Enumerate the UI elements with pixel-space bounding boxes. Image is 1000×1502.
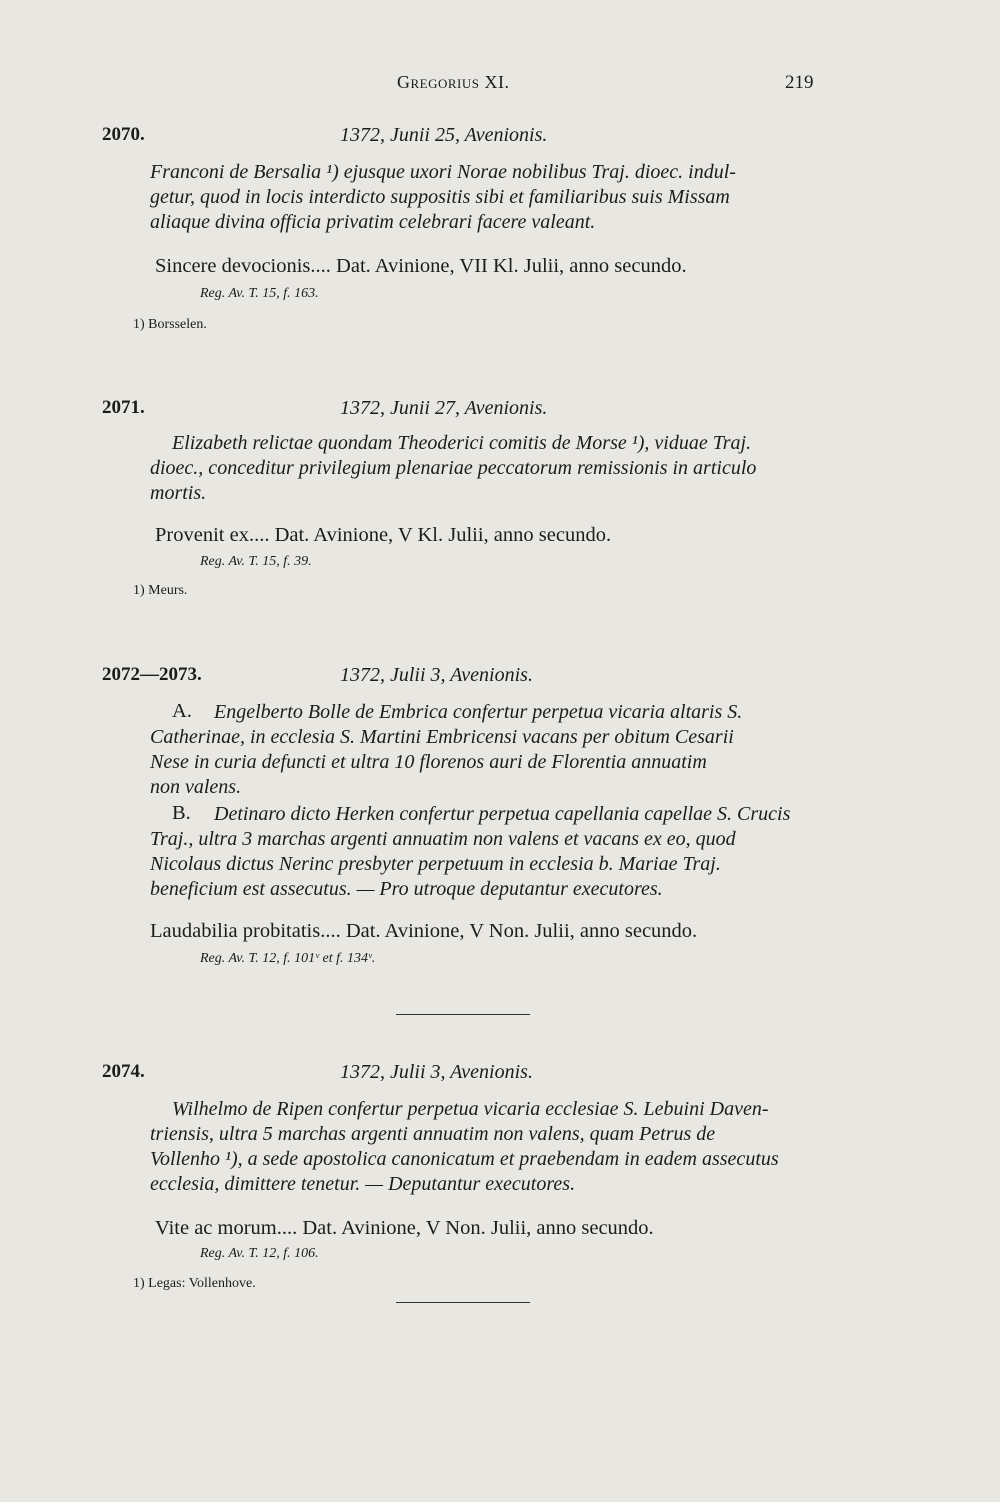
entry-text-line: beneficium est assecutus. — Pro utroque deputantur executores. xyxy=(150,878,663,900)
register-reference-text: Reg. Av. T. 15, f. 39. xyxy=(200,554,312,569)
entry-date: 1372, Julii 3, Avenionis. xyxy=(340,664,533,686)
entry-number: 2071. xyxy=(102,397,145,418)
register-reference xyxy=(200,1246,319,1262)
footnote: 1) Borsselen. xyxy=(133,317,207,332)
entry-incipit: Laudabilia probitatis.... Dat. Avinione, V Non. Julii, anno secundo. xyxy=(150,920,698,942)
register-reference-text: Reg. Av. T. 12, f. 106. xyxy=(200,1246,319,1261)
entry-number: 2074. xyxy=(102,1061,145,1082)
entry-date: 1372, Julii 3, Avenionis. xyxy=(340,1061,533,1083)
register-reference-text: Reg. Av. T. 12, f. 101ᵛ et f. 134ᵛ. xyxy=(200,951,376,966)
entry-text-line: non valens. xyxy=(150,776,242,798)
entry-text-line: Nese in curia defuncti et ultra 10 florenos auri de Florentia annuatim xyxy=(150,751,707,773)
entry-text-line: Traj., ultra 3 marchas argenti annuatim non valens et vacans ex eo, quod xyxy=(150,828,736,850)
part-a-label: A. xyxy=(172,700,192,722)
register-reference xyxy=(200,554,312,570)
entry-text-line: Engelberto Bolle de Embrica confertur perpetua vicaria altaris S. xyxy=(214,701,743,723)
page-number: 219 xyxy=(785,72,814,93)
entry-text-line: Vollenho ¹), a sede apostolica canonicatum et praebendam in eadem assecutus xyxy=(150,1148,779,1170)
entry-text-line: Wilhelmo de Ripen confertur perpetua vicaria ecclesiae S. Lebuini Daven- xyxy=(172,1098,769,1120)
entry-incipit: Sincere devocionis.... Dat. Avinione, VII Kl. Julii, anno secundo. xyxy=(155,255,687,277)
register-reference xyxy=(200,286,319,302)
footnote: 1) Meurs. xyxy=(133,583,188,598)
register-reference-text: Reg. Av. T. 15, f. 163. xyxy=(200,286,319,301)
entry-text-line: mortis. xyxy=(150,482,207,504)
entry-date: 1372, Junii 25, Avenionis. xyxy=(340,124,548,146)
section-divider xyxy=(396,1014,530,1015)
entry-text-line: aliaque divina officia privatim celebrari facere valeant. xyxy=(150,211,596,233)
entry-date: 1372, Junii 27, Avenionis. xyxy=(340,397,548,419)
section-divider xyxy=(396,1302,530,1303)
part-b-label: B. xyxy=(172,802,191,824)
entry-text-line: Elizabeth relictae quondam Theoderici comitis de Morse ¹), viduae Traj. xyxy=(172,432,752,454)
entry-number: 2072—2073. xyxy=(102,664,202,685)
entry-number: 2070. xyxy=(102,124,145,145)
entry-text-line: getur, quod in locis interdicto suppositis sibi et familiaribus suis Missam xyxy=(150,186,730,208)
entry-text-line: Detinaro dicto Herken confertur perpetua capellania capellae S. Crucis xyxy=(214,803,791,825)
entry-incipit: Provenit ex.... Dat. Avinione, V Kl. Julii, anno secundo. xyxy=(155,524,612,546)
entry-text-line: Catherinae, in ecclesia S. Martini Embricensi vacans per obitum Cesarii xyxy=(150,726,734,748)
entry-incipit: Vite ac morum.... Dat. Avinione, V Non. Julii, anno secundo. xyxy=(155,1217,654,1239)
running-header-title: Gregorius XI. xyxy=(397,72,510,92)
entry-text-line: Nicolaus dictus Nerinc presbyter perpetuum in ecclesia b. Mariae Traj. xyxy=(150,853,721,875)
entry-text-line: ecclesia, dimittere tenetur. — Deputantur executores. xyxy=(150,1173,576,1195)
entry-text-line: Franconi de Bersalia ¹) ejusque uxori Norae nobilibus Traj. dioec. indul- xyxy=(150,161,736,183)
entry-text-line: triensis, ultra 5 marchas argenti annuatim non valens, quam Petrus de xyxy=(150,1123,716,1145)
entry-text-line: dioec., conceditur privilegium plenariae peccatorum remissionis in articulo xyxy=(150,457,757,479)
footnote: 1) Legas: Vollenhove. xyxy=(133,1276,256,1291)
register-reference xyxy=(200,951,375,967)
